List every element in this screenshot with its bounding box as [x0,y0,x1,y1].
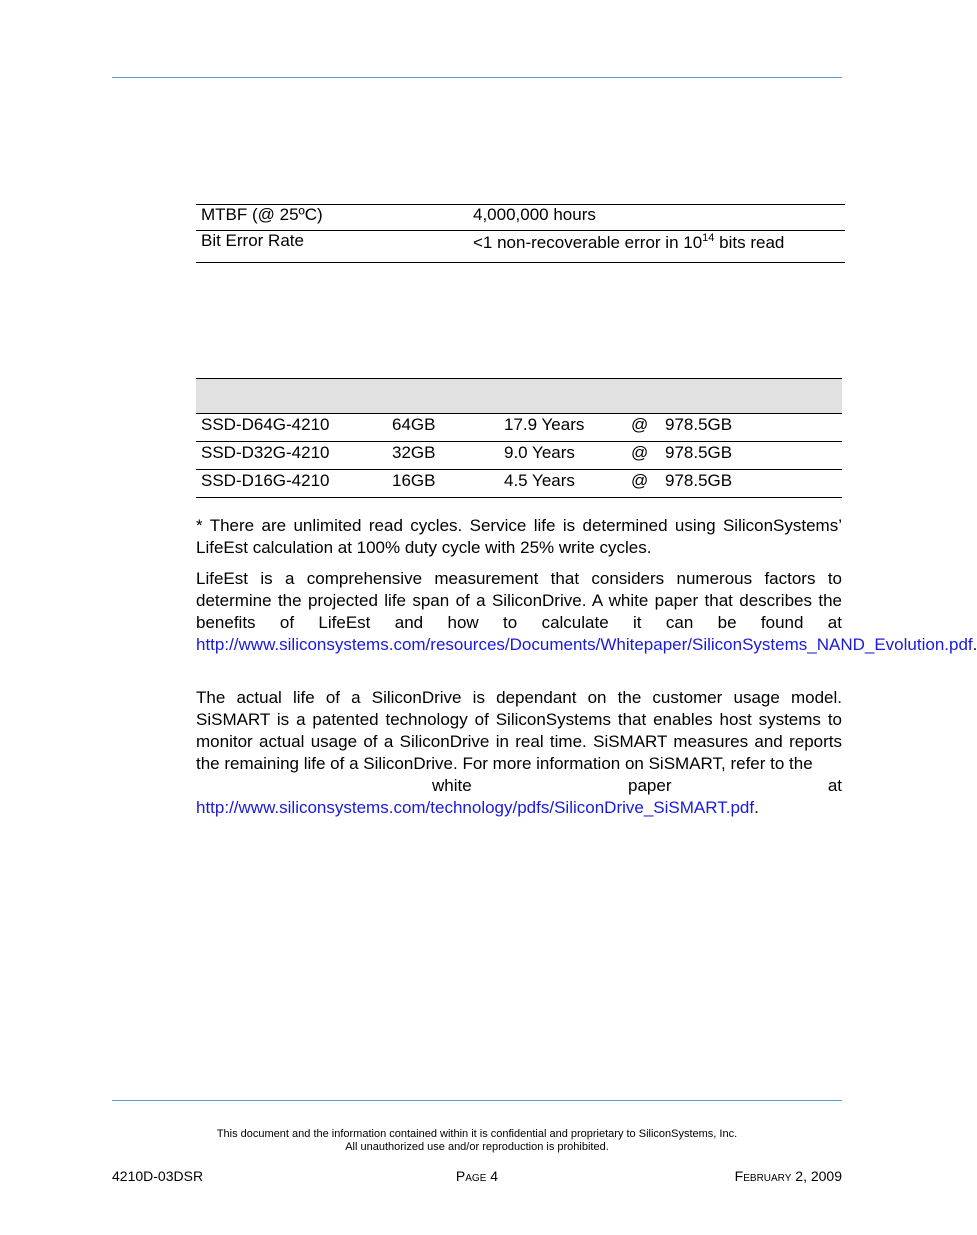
years-cell: 17.9 Years [504,415,585,434]
mtbf-label: MTBF (@ 25ºC) [201,205,323,224]
page-number: Page 4 [455,1168,499,1184]
daily-write-cell: 978.5GB [665,471,733,490]
footnote-paragraph: * There are unlimited read cycles. Service life is determined using SiliconSystems’ LifeEst calculation at 100% duty cycle with 25% write cycles. [196,516,842,557]
sismart-text: The actual life of a SiliconDrive is dependant on the customer usage model. SiSMART is a patented technology of SiliconSystems that enables host systems to monitor actual usage of a SiliconDrive in real time. SiSMART measures and reports the remaining life of a SiliconDrive. For more information on SiSMART, refer to the [196,688,842,773]
note-line-1: This document and the information contained within it is confidential and proprietary to SiliconSystems, Inc. [216,1128,738,1140]
capacity-cell: 64GB [392,415,436,434]
at-cell: @ [631,471,649,490]
years-cell: 9.0 Years [504,443,575,462]
ber-value-suffix: bits read [714,233,785,252]
ber-value-prefix: <1 non-recoverable error in 10 [473,233,703,252]
table-row [196,414,842,442]
note-line-2: All unauthorized use and/or reproduction is prohibited. [345,1141,609,1153]
footer-bar [112,1168,842,1186]
whitepaper-link[interactable]: http://www.siliconsystems.com/resources/Documents/Whitepaper/SiliconSystems_NAND_Evolution.pdf [196,635,973,654]
lifeest-text: LifeEst is a comprehensive measurement that considers numerous factors to determine the projected life span of a SiliconDrive. A white paper that describes the benefits of LifeEst and how to calculate it can be found at [196,569,842,632]
table-header [196,378,842,414]
confidentiality-note [112,1128,842,1154]
model-cell: SSD-D16G-4210 [201,471,330,490]
at-cell: @ [631,443,649,462]
table-row [196,470,842,498]
capacity-cell: 32GB [392,443,436,462]
lifeest-paragraph [196,568,977,656]
doc-date: February 2, 2009 [734,1168,842,1184]
sismart-text-2: white paper at [432,776,842,795]
sismart-paragraph [196,687,842,819]
header-rule [112,77,842,78]
reliability-table [196,204,845,263]
at-cell: @ [631,415,649,434]
service-life-table [196,378,842,498]
ber-exponent: 14 [702,232,715,244]
footer-rule [112,1100,842,1101]
table-row [196,230,845,263]
ber-value [473,233,784,253]
lifeest-end: . [972,635,977,654]
model-cell: SSD-D32G-4210 [201,443,330,462]
ber-label: Bit Error Rate [201,231,304,250]
model-cell: SSD-D64G-4210 [201,415,330,434]
years-cell: 4.5 Years [504,471,575,490]
sismart-link[interactable]: http://www.siliconsystems.com/technology/pdfs/SiliconDrive_SiSMART.pdf [196,798,755,817]
daily-write-cell: 978.5GB [665,415,733,434]
table-row [196,204,845,230]
doc-id: 4210D-03DSR [112,1168,204,1184]
table-row [196,442,842,470]
mtbf-value: 4,000,000 hours [473,205,596,224]
sismart-end: . [754,798,759,817]
daily-write-cell: 978.5GB [665,443,733,462]
capacity-cell: 16GB [392,471,436,490]
